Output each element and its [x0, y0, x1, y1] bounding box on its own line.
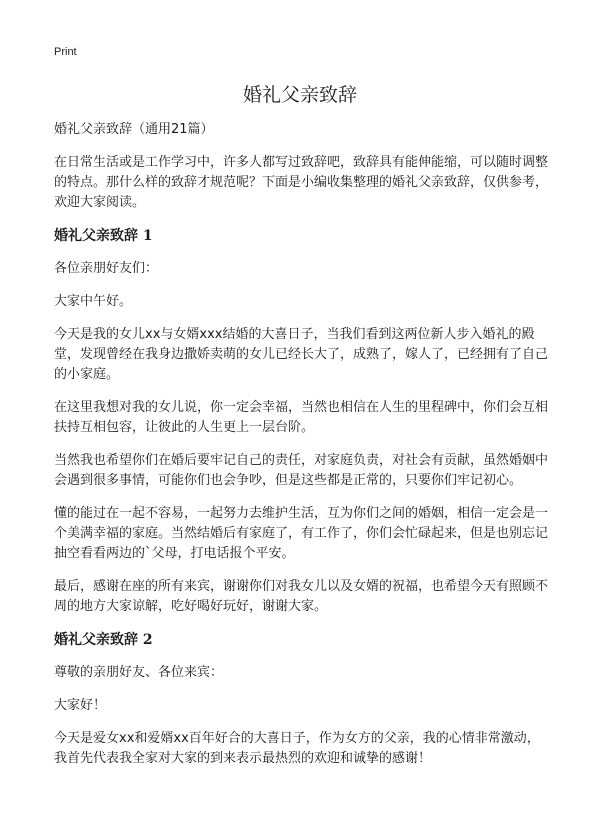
- section-heading: 婚礼父亲致辞 2: [54, 632, 153, 648]
- document-body: [54, 120, 550, 782]
- paragraph: 各位亲朋好友们：: [54, 261, 159, 276]
- section-heading: 婚礼父亲致辞 1: [54, 228, 153, 244]
- document-title: 婚礼父亲致辞: [242, 84, 357, 106]
- paragraph: 尊敬的亲朋好友、各位来宾：: [54, 665, 224, 680]
- paragraph: 今天是我的女儿xx与女婿xxx结婚的大喜日子，当我们看到这两位新人步入婚礼的殿堂，发现曾经在我身边撒娇卖萌的女儿已经长大了，成熟了，嫁人了，已经拥有了自己的小家庭。: [54, 327, 549, 382]
- paragraph: 大家好！: [54, 698, 107, 713]
- intro-paragraph: 在日常生活或是工作学习中，许多人都写过致辞吧，致辞具有能伸能缩，可以随时调整的特点。那什么样的致辞才规范呢？下面是小编收集整理的婚礼父亲致辞，仅供参考，欢迎大家阅读。: [54, 155, 549, 210]
- paragraph: 懂的能过在一起不容易，一起努力去维护生活，互为你们之间的婚姻，相信一定会是一个美满幸福的家庭。当然结婚后有家庭了，有工作了，你们会忙碌起来，但是也别忘记抽空看看两边的`父母，打电话报个平安。: [54, 506, 549, 561]
- paragraph: 今天是爱女xx和爱婿xx百年好合的大喜日子，作为女方的父亲，我的心情非常激动，我首先代表我全家对大家的到来表示最热烈的欢迎和诚挚的感谢！: [54, 731, 540, 766]
- paragraph: 最后，感谢在座的所有来宾，谢谢你们对我女儿以及女婿的祝福，也希望今天有照顾不周的地方大家谅解，吃好喝好玩好，谢谢大家。: [54, 579, 549, 614]
- document-subtitle: 婚礼父亲致辞（通用21篇）: [54, 122, 214, 137]
- paragraph: 大家中午好。: [54, 294, 133, 309]
- paragraph: 在这里我想对我的女儿说，你一定会幸福，当然也相信在人生的里程碑中，你们会互相扶持互相包容，让彼此的人生更上一层台阶。: [54, 400, 549, 435]
- print-link[interactable]: Print: [54, 46, 77, 58]
- paragraph: 当然我也希望你们在婚后要牢记自己的责任，对家庭负责，对社会有贡献，虽然婚姻中会遇到很多事情，可能你们也会争吵，但是这些都是正常的，只要你们牢记初心。: [54, 453, 549, 488]
